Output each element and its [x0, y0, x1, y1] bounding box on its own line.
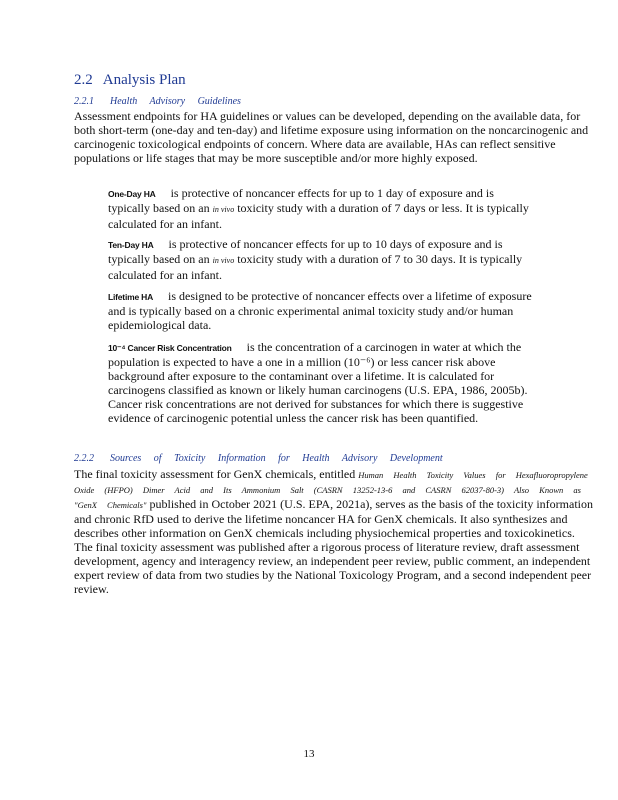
- definition-lifetime-ha: Lifetime HA is designed to be protective of noncancer effects over a lifetime of exposure and is typically based on a chronic experimental animal toxicity study and/or human epidemiological data.: [108, 289, 532, 332]
- section-number: 2.2: [74, 72, 93, 88]
- subsection-title: Sources of Toxicity Information for Health Advisory Development: [110, 453, 443, 464]
- definition-term: One-Day HA: [108, 189, 156, 199]
- definition-cancer-risk-concentration: 10⁻⁴ Cancer Risk Concentration is the concentration of a carcinogen in water at which the population is expected to have a one in a million (10⁻⁶) or less cancer risk above background after exposure to the contaminant over a lifetime. It is calculated for carcinogens classified as known or likely human carcinogens (U.S. EPA, 1986, 2005b). Cancer risk concentrations are not derived for substances for which there is suggestive evidence of carcinogenic potential unless the cancer risk has been quantified.: [108, 340, 528, 425]
- subsection-heading-health-advisory: [74, 96, 241, 107]
- section-title: Analysis Plan: [102, 72, 186, 88]
- definition-term: Ten-Day HA: [108, 240, 154, 250]
- assessment-title: Human Health Toxicity Values for Hexafluoropropylene Oxide (HFPO) Dimer Acid and Its Ammonium Salt (CASRN 13252-13-6 and CASRN 62037-80-3) Also Known as "GenX Chemicals": [74, 470, 588, 510]
- intro-paragraph: Assessment endpoints for HA guidelines or values can be developed, depending on the available data, for both short-term (one-day and ten-day) and lifetime exposure using information on the noncarcinogenic and carcinogenic toxicological endpoints of concern. Where data are available, HAs can reflect sensitive populations or life stages that may be more susceptible and/or more highly exposed.: [74, 109, 589, 165]
- subsection-heading-sources: [74, 453, 443, 464]
- page-number: 13: [303, 748, 315, 760]
- subsection-number: 2.2.1: [74, 96, 94, 107]
- sources-paragraph: The final toxicity assessment for GenX chemicals, entitled Human Health Toxicity Values for Hexafluoropropylene Oxide (HFPO) Dimer Acid and Its Ammonium Salt (CASRN 13252-13-6 and CASRN 62037-80-3) Also Known as "GenX Chemicals" published in October 2021 (U.S. EPA, 2021a), serves as the basis of the toxicity information and chronic RfD used to derive the lifetime noncancer HA for GenX chemicals. It also synthesizes and describes other information on GenX chemicals including physiochemical properties and toxicokinetics. The final toxicity assessment was published after a rigorous process of literature review, draft assessment development, agency and interagency review, an independent peer review, public comment, an independent expert review of data from two studies by the National Toxicology Program, and a second independent peer review.: [74, 467, 594, 596]
- subsection-title: Health Advisory Guidelines: [110, 96, 241, 107]
- definition-one-day-ha: One-Day HA is protective of noncancer effects for up to 1 day of exposure and is typically based on an in vivo toxicity study with a duration of 7 days or less. It is typically calculated for an infant.: [108, 186, 529, 231]
- definition-ten-day-ha: Ten-Day HA is protective of noncancer effects for up to 10 days of exposure and is typically based on an in vivo toxicity study with a duration of 7 to 30 days. It is typically calculated for an infant.: [108, 237, 523, 282]
- subsection-number: 2.2.2: [74, 453, 94, 464]
- definition-term: 10⁻⁴ Cancer Risk Concentration: [108, 343, 232, 353]
- section-heading: [74, 72, 186, 89]
- definition-term: Lifetime HA: [108, 292, 154, 302]
